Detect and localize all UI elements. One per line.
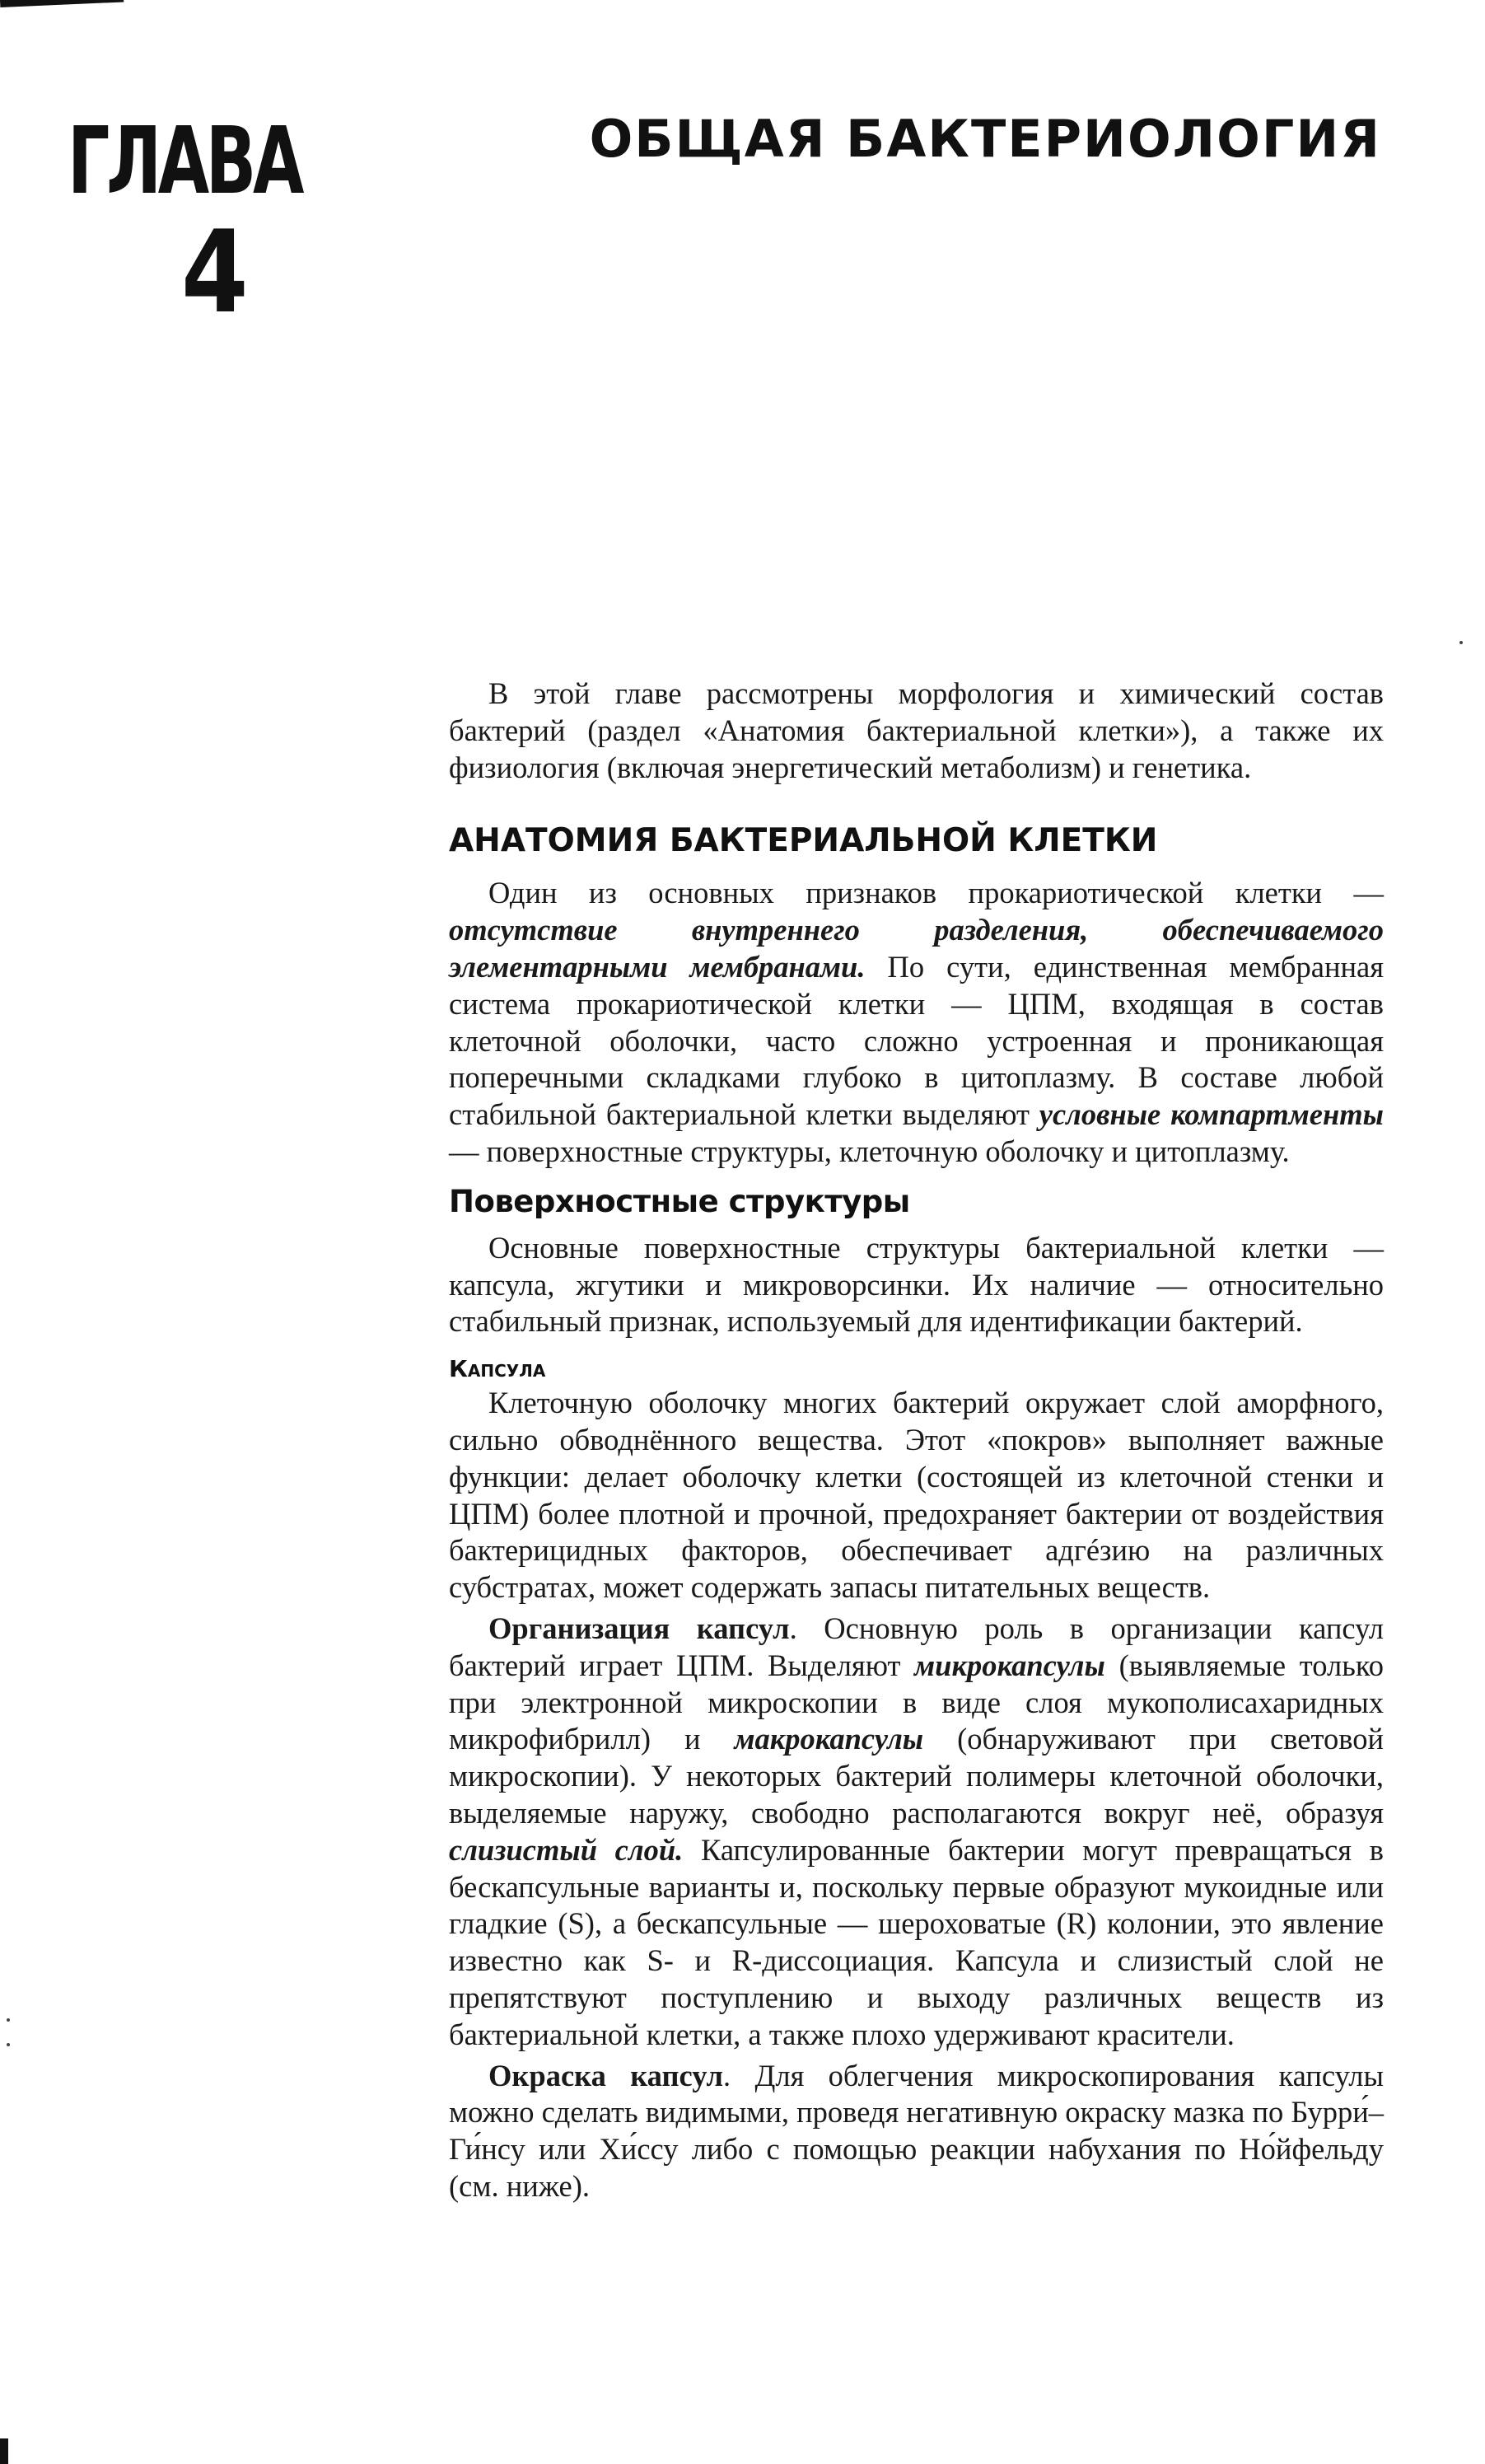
capsule-paragraph-1: Клеточную оболочку многих бактерий окружает слой аморфного, сильно обводнённого вещества. Этот «покров» выполняет важные функции: делает оболочку клетки (состоящей из клеточной стенки и ЦПМ) более плотной и прочной, предохраняет бактерии от воздействия бактерицидных факторов, обеспечивает адгéзию на различных субстратах, может содержать запасы питательных веществ.: [449, 1386, 1384, 1605]
italic-term: макрокапсулы: [734, 1722, 924, 1756]
intro-paragraph: В этой главе рассмотрены морфология и химический состав бактерий (раздел «Анатомия бактериальной клетки»), а также их физиология (включая энергетический метаболизм) и генетика.: [449, 676, 1384, 784]
italic-term: условные компартменты: [1039, 1097, 1384, 1132]
text-run: Капсулированные бактерии могут превращаться в бескапсульные варианты и, поскольку первые образуют мукоидные или гладкие (S), а бескапсульные — шероховатые (R) колонии, это явление известно как S- и R-диссоциация. Капсула и слизистый слой не препятствуют поступлению и выходу различных веществ из бактериальной клетки, а также плохо удерживают красители.: [449, 1832, 1384, 2051]
chapter-label: ГЛАВА: [68, 108, 301, 215]
text-run: Один из основных признаков прокариотической клетки —: [488, 876, 1384, 910]
scan-speck: [1459, 641, 1463, 644]
italic-term: микрокапсулы: [914, 1648, 1105, 1682]
italic-term: отсутствие внутреннего разделения, обеспечиваемого элементарными мембранами.: [449, 913, 1384, 984]
run-in-heading: Окраска капсул: [488, 2058, 724, 2092]
body-text: [449, 676, 1384, 2205]
subsection-heading-surface: Поверхностные структуры: [449, 1183, 910, 1219]
minor-heading-capsule: Капсула: [449, 1355, 546, 1383]
text-run: . Основную роль в организации капсул бактерий играет ЦПМ. Выделяют: [449, 1611, 1384, 1682]
chapter-title: ОБЩАЯ БАКТЕРИОЛОГИЯ: [589, 109, 1381, 169]
text-run: . Для облегчения микроскопирования капсулы можно сделать видимыми, проведя негативную окраску мазка по Бурри́–Ги́нсу или Хи́ссу либо с помощью реакции набухания по Но́йфельду (см. ниже).: [449, 2058, 1385, 2203]
chapter-number: 4: [181, 206, 249, 339]
scan-edge-mark-bottom: [0, 2438, 8, 2464]
surface-paragraph: Основные поверхностные структуры бактериальной клетки — капсула, жгутики и микроворсинки. Их наличие — относительно стабильный признак, используемый для идентификации бактерий.: [449, 1230, 1384, 1339]
text-run: — поверхностные структуры, клеточную оболочку и цитоплазму.: [449, 1134, 1290, 1168]
text-run: (обнаруживают при световой микроскопии). У некоторых бактерий полимеры клеточной оболочки, выделяемые наружу, свободно располагаются вокруг неё, образуя: [449, 1722, 1384, 1830]
run-in-heading: Организация капсул: [488, 1611, 790, 1645]
scan-speck: [7, 2018, 10, 2022]
text-run: (выявляемые только при электронной микроскопии в виде слоя мукополисахаридных микрофибрилл) и: [449, 1648, 1384, 1756]
capsule-paragraph-3: [449, 2058, 1384, 2205]
scan-speck: [7, 2043, 10, 2046]
section-heading-anatomy: АНАТОМИЯ БАКТЕРИАЛЬНОЙ КЛЕТКИ: [449, 822, 1158, 860]
text-run: По сути, единственная мембранная система прокариотической клетки — ЦПМ, входящая в состав клеточной оболочки, часто сложно устроенная и проникающая поперечными складками глубоко в цитоплазму. В составе любой стабильной бактериальной клетки выделяют: [449, 949, 1384, 1132]
italic-term: слизистый слой.: [449, 1832, 684, 1867]
capsule-paragraph-2: [449, 1611, 1384, 2054]
scan-edge-mark-top: [0, 0, 124, 7]
anatomy-paragraph: [449, 875, 1384, 1170]
